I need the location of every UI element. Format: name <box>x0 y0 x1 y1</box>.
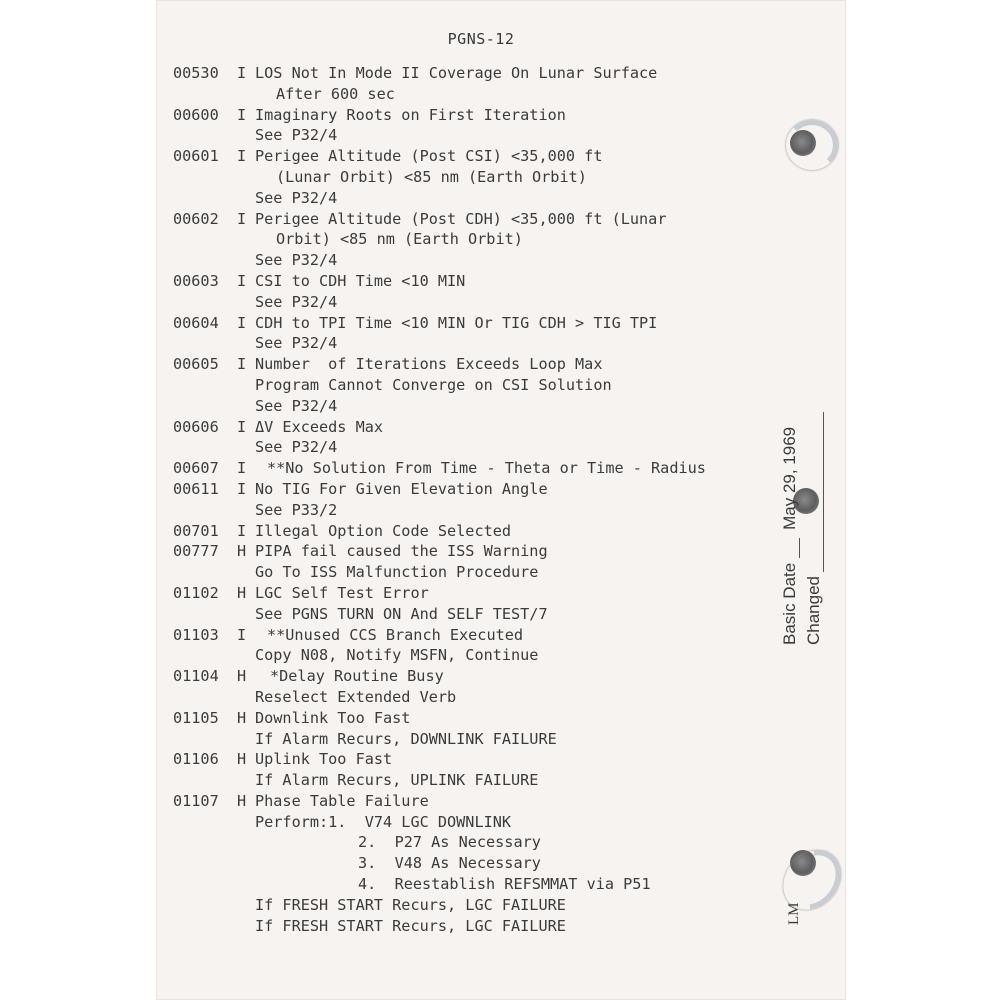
lm-tag: LM <box>786 902 802 925</box>
alarm-text: See PGNS TURN ON And SELF TEST/7 <box>255 604 548 623</box>
alarm-text: PIPA fail caused the ISS Warning <box>255 542 548 561</box>
alarm-text: See P33/2 <box>255 500 338 519</box>
alarm-line <box>173 645 793 666</box>
alarm-line <box>173 895 793 916</box>
alarm-code: 01102 <box>173 583 219 602</box>
alarm-text: Go To ISS Malfunction Procedure <box>255 563 539 582</box>
alarm-text: Perform:1. V74 LGC DOWNLINK <box>255 812 512 831</box>
alarm-text: ΔV Exceeds Max <box>255 417 384 436</box>
alarm-type: H <box>237 791 247 810</box>
basic-date-value: May 29, 1969 <box>780 426 799 530</box>
alarm-text: If Alarm Recurs, UPLINK FAILURE <box>255 771 539 790</box>
alarm-text: If FRESH START Recurs, LGC FAILURE <box>255 916 566 935</box>
alarm-text: Uplink Too Fast <box>255 750 393 769</box>
basic-date-line <box>785 538 800 558</box>
alarm-line <box>173 604 793 625</box>
alarm-line <box>173 209 793 230</box>
alarm-line <box>173 125 793 146</box>
alarm-line <box>173 146 793 167</box>
alarm-type: I <box>237 479 247 498</box>
alarm-code: 01105 <box>173 708 219 727</box>
alarm-line <box>173 812 793 833</box>
alarm-text: Orbit) <85 nm (Earth Orbit) <box>276 230 523 249</box>
alarm-type: H <box>237 667 247 686</box>
alarm-line <box>173 250 793 271</box>
alarm-text: 4. Reestablish REFSMMAT via P51 <box>358 875 651 894</box>
alarm-code: 00601 <box>173 147 219 166</box>
alarm-text: LGC Self Test Error <box>255 583 429 602</box>
changed-line <box>809 412 824 572</box>
alarm-type: I <box>237 64 247 82</box>
alarm-line <box>173 749 793 770</box>
page-title: PGNS-12 <box>447 30 515 48</box>
alarm-line <box>173 853 793 874</box>
alarm-line <box>173 625 793 646</box>
alarm-line <box>173 229 793 250</box>
alarm-type: I <box>237 521 247 540</box>
alarm-line <box>173 562 793 583</box>
alarm-code: 00611 <box>173 479 219 498</box>
alarm-line <box>173 874 793 895</box>
alarm-text: See P32/4 <box>255 438 338 457</box>
alarm-line <box>173 916 793 937</box>
alarm-text: Perigee Altitude (Post CSI) <35,000 ft <box>255 147 603 166</box>
alarm-type: I <box>237 355 247 374</box>
alarm-type: I <box>237 313 247 332</box>
alarm-code-list <box>173 63 793 936</box>
alarm-line <box>173 791 793 812</box>
alarm-line <box>173 105 793 126</box>
alarm-text: If FRESH START Recurs, LGC FAILURE <box>255 895 566 914</box>
alarm-code: 01107 <box>173 791 219 810</box>
alarm-line <box>173 770 793 791</box>
alarm-code: 00604 <box>173 313 219 332</box>
alarm-line <box>173 167 793 188</box>
alarm-text: No TIG For Given Elevation Angle <box>255 479 548 498</box>
alarm-line <box>173 708 793 729</box>
alarm-type: H <box>237 708 247 727</box>
alarm-line <box>173 292 793 313</box>
alarm-code: 00605 <box>173 355 219 374</box>
alarm-text: See P32/4 <box>255 334 338 353</box>
alarm-line <box>173 458 793 479</box>
alarm-text: Phase Table Failure <box>255 791 429 810</box>
alarm-code: 00530 <box>173 64 219 82</box>
alarm-line <box>173 333 793 354</box>
alarm-line <box>173 500 793 521</box>
alarm-line <box>173 479 793 500</box>
alarm-line <box>173 687 793 708</box>
alarm-text: See P32/4 <box>255 396 338 415</box>
alarm-text: If Alarm Recurs, DOWNLINK FAILURE <box>255 729 557 748</box>
alarm-code: 01103 <box>173 625 219 644</box>
alarm-text: **No Solution From Time - Theta or Time - Radius <box>267 459 706 478</box>
alarm-line <box>173 396 793 417</box>
alarm-text: Imaginary Roots on First Iteration <box>255 105 566 124</box>
alarm-line <box>173 666 793 687</box>
alarm-text: Reselect Extended Verb <box>255 687 457 706</box>
alarm-text: See P32/4 <box>255 292 338 311</box>
alarm-text: Number of Iterations Exceeds Loop Max <box>255 355 603 374</box>
alarm-line <box>173 313 793 334</box>
alarm-line <box>173 521 793 542</box>
alarm-type: I <box>237 417 247 436</box>
alarm-line <box>173 417 793 438</box>
document-page <box>156 0 846 1000</box>
alarm-type: I <box>237 209 247 228</box>
alarm-line <box>173 832 793 853</box>
revision-block <box>780 412 828 645</box>
alarm-line <box>173 437 793 458</box>
binder-ring-top <box>786 120 838 170</box>
changed-label: Changed <box>804 575 823 645</box>
alarm-type: I <box>237 147 247 166</box>
alarm-line <box>173 63 793 84</box>
alarm-text: (Lunar Orbit) <85 nm (Earth Orbit) <box>276 167 587 186</box>
alarm-type: H <box>237 583 247 602</box>
alarm-code: 00600 <box>173 105 219 124</box>
alarm-code: 00602 <box>173 209 219 228</box>
alarm-code: 00701 <box>173 521 219 540</box>
alarm-text: See P32/4 <box>255 126 338 145</box>
alarm-line <box>173 583 793 604</box>
alarm-line <box>173 84 793 105</box>
alarm-text: *Delay Routine Busy <box>270 667 444 686</box>
alarm-line <box>173 541 793 562</box>
alarm-text: CSI to CDH Time <10 MIN <box>255 271 466 290</box>
alarm-text: See P32/4 <box>255 188 338 207</box>
alarm-type: H <box>237 750 247 769</box>
alarm-text: CDH to TPI Time <10 MIN Or TIG CDH > TIG TPI <box>255 313 658 332</box>
alarm-text: 3. V48 As Necessary <box>358 854 541 873</box>
alarm-type: H <box>237 542 247 561</box>
alarm-line <box>173 354 793 375</box>
alarm-line <box>173 729 793 750</box>
alarm-text: Downlink Too Fast <box>255 708 411 727</box>
alarm-text: After 600 sec <box>276 84 395 103</box>
alarm-code: 00777 <box>173 542 219 561</box>
alarm-code: 01104 <box>173 667 219 686</box>
alarm-text: 2. P27 As Necessary <box>358 833 541 852</box>
alarm-type: I <box>237 459 247 478</box>
alarm-text: Copy N08, Notify MSFN, Continue <box>255 646 539 665</box>
alarm-line <box>173 375 793 396</box>
alarm-text: See P32/4 <box>255 251 338 270</box>
alarm-type: I <box>237 105 247 124</box>
alarm-line <box>173 188 793 209</box>
alarm-type: I <box>237 271 247 290</box>
alarm-text: Program Cannot Converge on CSI Solution <box>255 375 612 394</box>
alarm-text: **Unused CCS Branch Executed <box>267 625 524 644</box>
alarm-text: Perigee Altitude (Post CDH) <35,000 ft (Lunar <box>255 209 667 228</box>
alarm-type: I <box>237 625 247 644</box>
alarm-code: 00607 <box>173 459 219 478</box>
alarm-text: LOS Not In Mode II Coverage On Lunar Surface <box>255 64 658 82</box>
alarm-code: 00603 <box>173 271 219 290</box>
alarm-line <box>173 271 793 292</box>
alarm-code: 01106 <box>173 750 219 769</box>
alarm-code: 00606 <box>173 417 219 436</box>
basic-date-label: Basic Date <box>780 562 799 645</box>
alarm-text: Illegal Option Code Selected <box>255 521 512 540</box>
